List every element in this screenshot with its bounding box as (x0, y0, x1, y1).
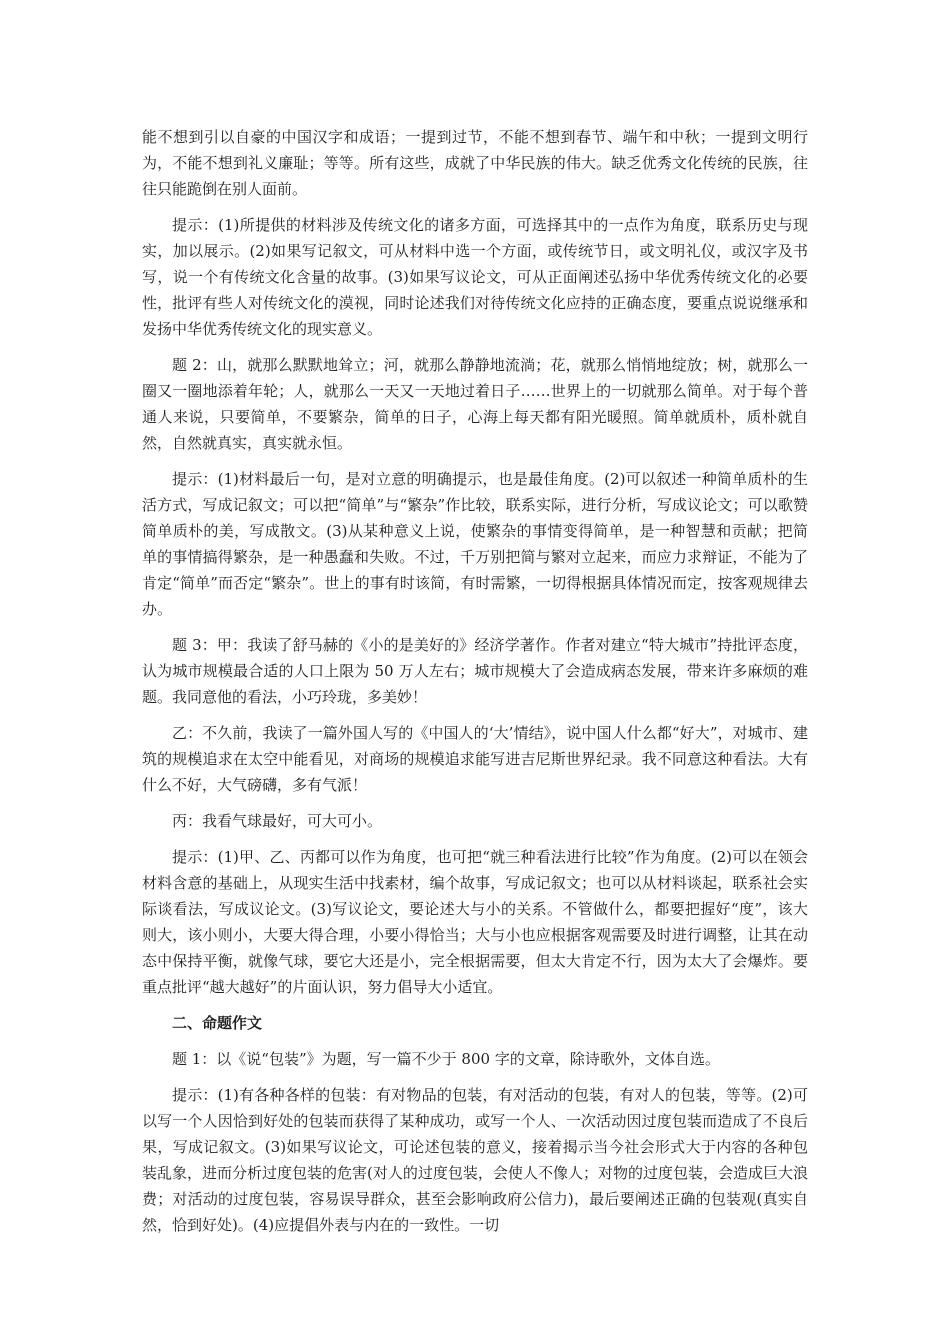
paragraph-topic-3-yi: 乙：不久前，我读了一篇外国人写的《中国人的‘大’情结》，说中国人什么都“好大”，对城市、建筑的规模追求在太空中能看见，对商场的规模追求能写进吉尼斯世界纪录。我不同意这种看法。大有什么不好，大气磅礴，多有气派！ (142, 724, 808, 794)
section-heading: 二、命题作文 (172, 1014, 263, 1032)
paragraph-topic-3-bing: 丙：我看气球最好，可大可小。 (172, 812, 383, 830)
paragraph-hint-3: 提示：(1)甲、乙、丙都可以作为角度，也可把“就三种看法进行比较”作为角度。(2)可以在领会材料含意的基础上，从现实生活中找素材，编个故事，写成记叙文；也可以从材料谈起，联系社会实际谈看法，写成议论文。(3)写议论文，要论述大与小的关系。不管做什么，都要把握好“度”，该大则大，该小则小，大要大得合理，小要小得恰当；大与小也应根据客观需要及时进行调整，让其在动态中保持平衡，就像气球，要它大还是小，完全根据需要，但太大肯定不行，因为太大了会爆炸。要重点批评“越大越好”的片面认识，努力倡导大小适宜。 (142, 848, 808, 996)
paragraph-topic-3-jia: 题 3：甲：我读了舒马赫的《小的是美好的》经济学著作。作者对建立“特大城市”持批评态度，认为城市规模最合适的人口上限为 50 万人左右；城市规模大了会造成病态发展，带来许多麻烦的难题。我同意他的看法，小巧玲珑，多美妙！ (142, 636, 808, 706)
paragraph-hint-1: 提示：(1)所提供的材料涉及传统文化的诸多方面，可选择其中的一点作为角度，联系历史与现实，加以展示。(2)如果写记叙文，可从材料中选一个方面，或传统节日，或文明礼仪，或汉字及书写，说一个有传统文化含量的故事。(3)如果写议论文，可从正面阐述弘扬中华优秀传统文化的必要性，批评有些人对传统文化的漠视，同时论述我们对待传统文化应持的正确态度，要重点说说继承和发扬中华优秀传统文化的现实意义。 (142, 216, 808, 338)
paragraph-propositional-topic-1: 题 1：以《说“包装”》为题，写一篇不少于 800 字的文章，除诗歌外，文体自选。 (172, 1050, 720, 1068)
paragraph-propositional-hint-1: 提示：(1)有各种各样的包装：有对物品的包装，有对活动的包装，有对人的包装，等等。(2)可以写一个人因恰到好处的包装而获得了某种成功，或写一个人、一次活动因过度包装而造成了不良后果，写成记叙文。(3)如果写议论文，可论述包装的意义，接着揭示当今社会形式大于内容的各种包装乱象，进而分析过度包装的危害(对人的过度包装，会使人不像人；对物的过度包装，会造成巨大浪费；对活动的过度包装，容易误导群众，甚至会影响政府公信力)，最后要阐述正确的包装观(真实自然，恰到好处)。(4)应提倡外表与内在的一致性。一切 (142, 1086, 808, 1234)
paragraph-topic-2: 题 2：山，就那么默默地耸立；河，就那么静静地流淌；花，就那么悄悄地绽放；树，就那么一圈又一圈地添着年轮；人，就那么一天又一天地过着日子……世界上的一切就那么简单。对于每个普通人来说，只要简单，不要繁杂，简单的日子，心海上每天都有阳光暖照。简单就质朴，质朴就自然，自然就真实，真实就永恒。 (142, 356, 808, 452)
paragraph-hint-2: 提示：(1)材料最后一句，是对立意的明确提示，也是最佳角度。(2)可以叙述一种简单质朴的生活方式，写成记叙文；可以把“简单”与“繁杂”作比较，联系实际，进行分析，写成议论文；可以歌赞简单质朴的美，写成散文。(3)从某种意义上说，使繁杂的事情变得简单，是一种智慧和贡献；把简单的事情搞得繁杂，是一种愚蠢和失败。不过，千万别把简与繁对立起来，而应力求辩证，不能为了肯定“简单”而否定“繁杂”。世上的事有时该简，有时需繁，一切得根据具体情况而定，按客观规律去办。 (142, 470, 808, 618)
paragraph-continuation: 能不想到引以自豪的中国汉字和成语；一提到过节，不能不想到春节、端午和中秋；一提到文明行为，不能不想到礼义廉耻；等等。所有这些，成就了中华民族的伟大。缺乏优秀文化传统的民族，往往只能跪倒在别人面前。 (142, 128, 808, 198)
document-body (142, 124, 808, 1248)
